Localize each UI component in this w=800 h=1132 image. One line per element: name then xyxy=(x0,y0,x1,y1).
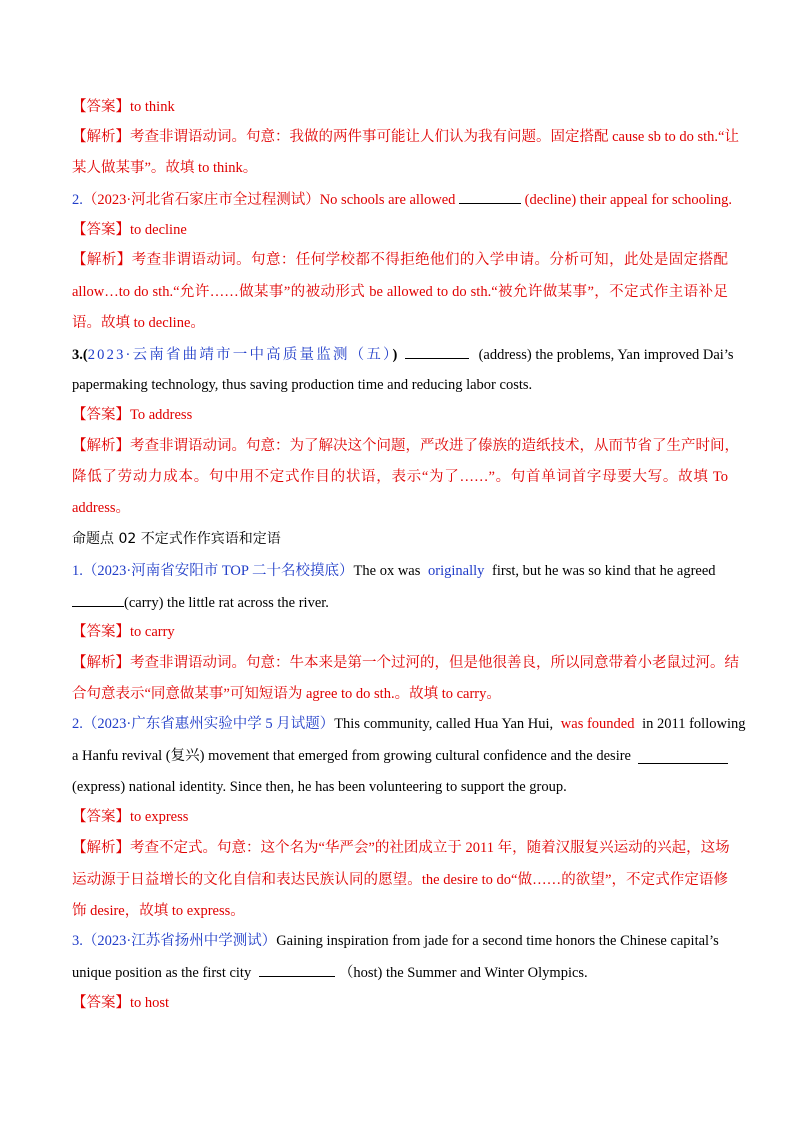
explanation-line: 运动源于日益增长的文化自信和表达民族认同的愿望。the desire to do“做……的欲望”，不定式作定语修 xyxy=(72,872,728,888)
explanation-line: 降低了劳动力成本。句中用不定式作目的状语，表示“为了……”。句首单词首字母要大写。故填 To xyxy=(72,469,728,485)
answer-line: 【答案】to think xyxy=(72,99,175,115)
explanation-line: 【解析】考查非谓语动词。句意：任何学校都不得拒绝他们的入学申请。分析可知，此处是固定搭配 xyxy=(72,252,729,268)
answer-line: 【答案】to express xyxy=(72,809,189,825)
question-1: 1.（2023·河南省安阳市 TOP 二十名校摸底）The ox was originally first, but he was so kind that he agreed xyxy=(72,563,716,579)
question-2: 2.（2023·河北省石家庄市全过程测试）No schools are allowed (decline) their appeal for schooling. xyxy=(72,189,728,210)
explanation-line: 语。故填 to decline。 xyxy=(72,315,205,331)
explanation-line: 合句意表示“同意做某事”可知短语为 agree to do sth.。故填 to carry。 xyxy=(72,686,501,702)
answer-blank[interactable] xyxy=(405,344,469,359)
answer-blank[interactable] xyxy=(459,189,521,204)
answer-blank[interactable] xyxy=(638,749,728,764)
section-heading: 命题点 02 不定式作作宾语和定语 xyxy=(72,531,281,547)
explanation-line: 【解析】考查非谓语动词。句意：为了解决这个问题，严改进了傣族的造纸技术，从而节省了生产时间， xyxy=(72,438,739,454)
question-text: unique position as the first city （host) the Summer and Winter Olympics. xyxy=(72,962,728,983)
question-2b: 2.（2023·广东省惠州实验中学 5 月试题）This community, called Hua Yan Hui, was founded in 2011 following xyxy=(72,716,746,732)
question-text: a Hanfu revival (复兴) movement that emerged from growing cultural confidence and the desire xyxy=(72,746,728,766)
question-3b: 3.（2023·江苏省扬州中学测试）Gaining inspiration from jade for a second time honors the Chinese capital’s xyxy=(72,933,719,949)
question-text: (carry) the little rat across the river. xyxy=(72,592,728,613)
explanation-line: allow…to do sth.“允许……做某事”的被动形式 be allowed to do sth.“被允许做某事”，不定式作主语补足 xyxy=(72,284,728,300)
answer-line: 【答案】to decline xyxy=(72,222,187,238)
answer-line: 【答案】to host xyxy=(72,995,170,1011)
answer-blank[interactable] xyxy=(72,592,124,607)
question-3: 3.(2023·云南省曲靖市一中高质量监测（五）) (address) the problems, Yan improved Dai’s xyxy=(72,344,728,365)
explanation-line: 【解析】考查非谓语动词。句意：我做的两件事可能让人们认为我有问题。固定搭配 cause sb to do sth.“让 xyxy=(72,129,739,145)
answer-line: 【答案】to carry xyxy=(72,624,175,640)
question-text: (express) national identity. Since then, he has been volunteering to support the group. xyxy=(72,779,567,795)
explanation-line: 某人做某事”。故填 to think。 xyxy=(72,160,258,176)
answer-line: 【答案】To address xyxy=(72,407,193,423)
explanation-line: 【解析】考查不定式。句意：这个名为“华严会”的社团成立于 2011 年，随着汉服复兴运动的兴起，这场 xyxy=(72,840,730,856)
explanation-line: 饰 desire，故填 to express。 xyxy=(72,903,245,919)
explanation-line: 【解析】考查非谓语动词。句意：牛本来是第一个过河的，但是他很善良，所以同意带着小老鼠过河。结 xyxy=(72,655,739,671)
answer-blank[interactable] xyxy=(259,962,335,977)
explanation-line: address。 xyxy=(72,500,130,516)
question-text: papermaking technology, thus saving production time and reducing labor costs. xyxy=(72,377,533,393)
